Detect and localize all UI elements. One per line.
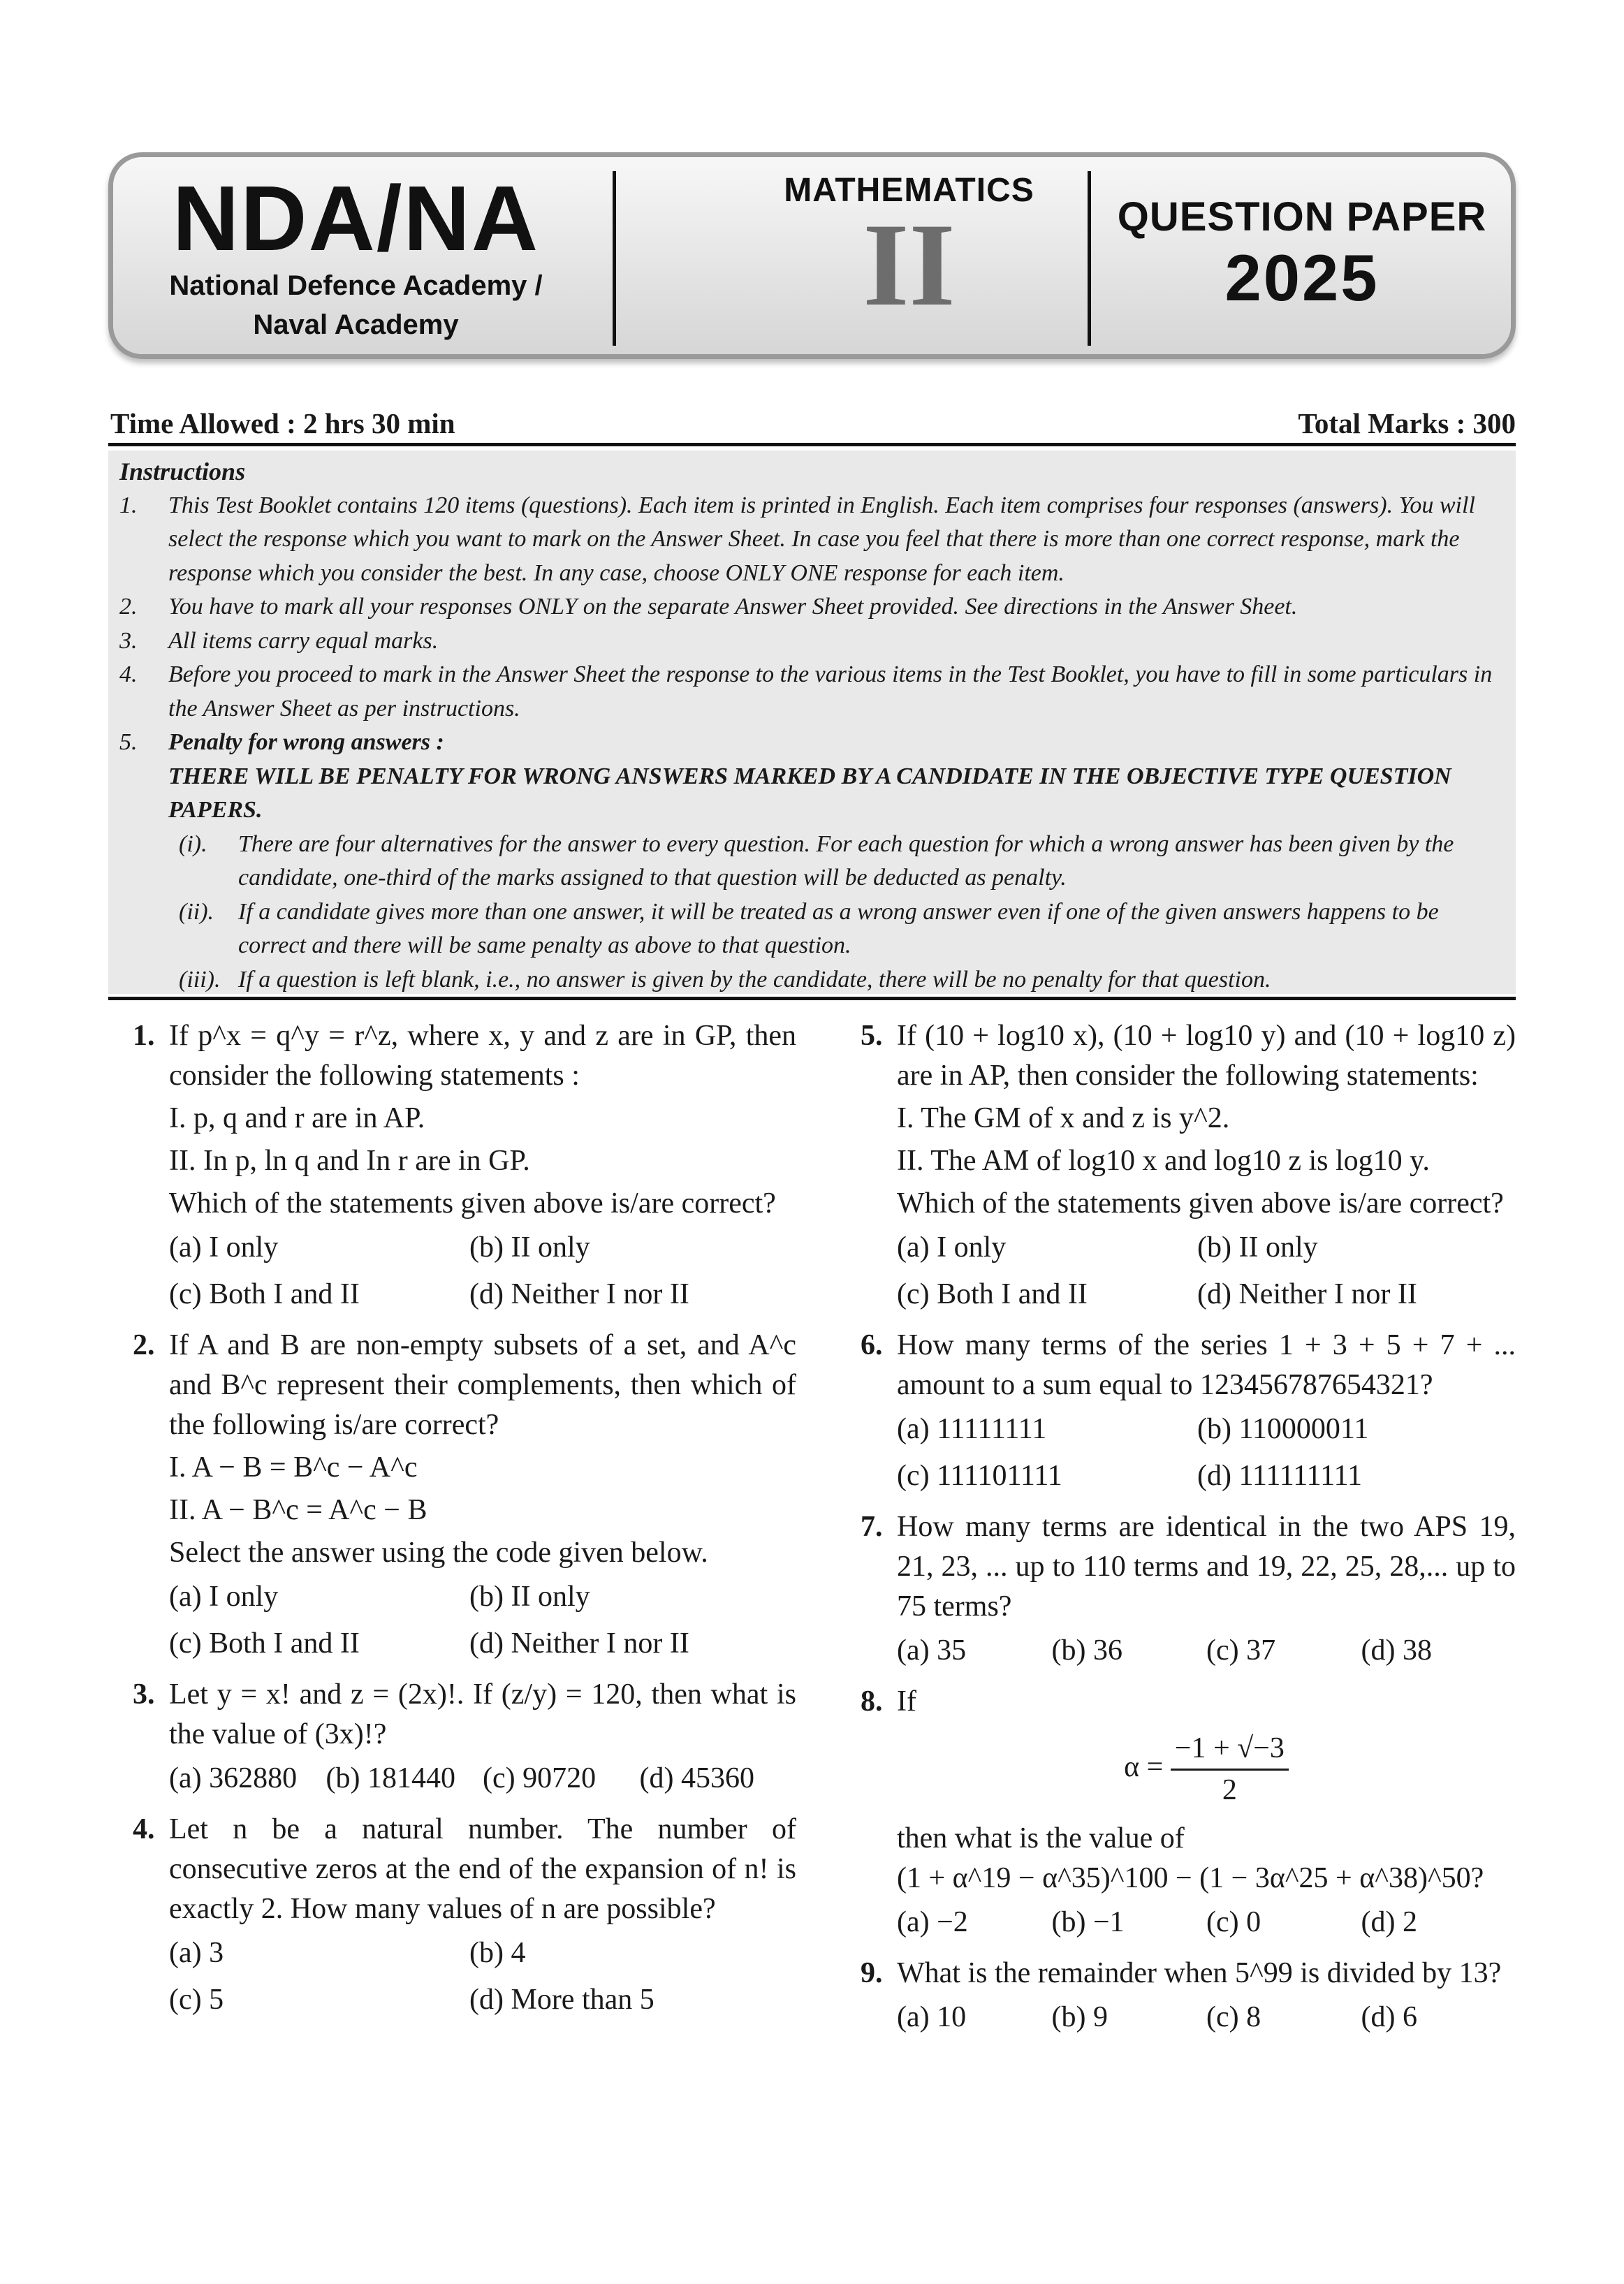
penalty-subitem: (ii). If a candidate gives more than one answer, it will be treated as a wrong answer even if one of the given answers happens to be correct and there will be same penalty as above to that question.	[179, 898, 1439, 958]
banner-divider	[613, 171, 616, 346]
year: 2025	[1224, 241, 1380, 314]
statement: I. A − B = B^c − A^c	[169, 1451, 418, 1484]
option: (a) I only	[169, 1231, 279, 1264]
question-2: 2. If A and B are non-empty subsets of a set, and A^c and B^c represent their complements, then which of the following is/are correct? I. A − B = B^c − A^c II. A − B^c = A^c − B Select the answer using the code given below. (a) I only (b) II only (c) Both I and II (d) Neither I nor II	[133, 1326, 796, 1664]
doc-type: QUESTION PAPER	[1117, 194, 1487, 240]
total-marks: Total Marks : 300	[1298, 407, 1516, 439]
question-text: If	[897, 1685, 916, 1718]
option: (d) Neither I nor II	[469, 1627, 689, 1660]
option: (a) 11111111	[897, 1413, 1047, 1445]
option: (a) 10	[897, 2001, 967, 2033]
options	[169, 1228, 796, 1315]
penalty-subitem: (iii). If a question is left blank, i.e., no answer is given by the candidate, there will be no penalty for that question.	[179, 966, 1271, 993]
question-text: Let y = x! and z = (2x)!. If (z/y) = 120, then what is the value of (3x)!?	[169, 1678, 796, 1750]
question-text: What is the remainder when 5^99 is divided by 13?	[897, 1957, 1502, 1989]
time-allowed: Time Allowed : 2 hrs 30 min	[110, 407, 455, 439]
question-7: 7. How many terms are identical in the two APS 19, 21, 23, ... up to 110 terms and 19, 22, 25, 28,... up to 75 terms? (a) 35 (b) 36 (c) 37 (d) 38	[861, 1507, 1516, 1671]
option: (b) 36	[1051, 1634, 1122, 1667]
fraction-numerator: −1 + √−3	[1171, 1729, 1289, 1771]
right-column	[861, 1016, 1516, 2049]
option: (d) 6	[1361, 2001, 1417, 2033]
option: (d) 38	[1361, 1634, 1432, 1667]
fraction	[1171, 1729, 1289, 1810]
option: (c) 90720	[483, 1762, 597, 1794]
option: (c) Both I and II	[169, 1627, 360, 1660]
instruction-item: 3. All items carry equal marks.	[119, 627, 439, 654]
instruction-item: 5. Penalty for wrong answers :	[119, 729, 444, 755]
option: (a) 362880	[169, 1762, 298, 1794]
question-4: 4. Let n be a natural number. The number of consecutive zeros at the end of the expansion of n! is exactly 2. How many values of n are possible? (a) 3 (b) 4 (c) 5 (d) More than 5	[133, 1810, 796, 2020]
option: (d) 2	[1361, 1906, 1417, 1938]
option: (c) Both I and II	[169, 1278, 360, 1310]
question-6: 6. How many terms of the series 1 + 3 + 5 + 7 + ... amount to a sum equal to 123456787654321? (a) 11111111 (b) 110000011 (c) 111101111 (d) 111111111	[861, 1326, 1516, 1496]
instruction-item: 1. This Test Booklet contains 120 items (questions). Each item is printed in English. Each item comprises four responses (answers). You will select the response which you want to mark on the Answer Sheet. In case you feel that there is more than one correct response, mark the response which you consider the best. In any case, choose ONLY ONE response for each item.	[119, 492, 1475, 586]
option: (b) 4	[469, 1937, 526, 1969]
option: (d) Neither I nor II	[469, 1278, 689, 1310]
statement: II. The AM of log10 x and log10 z is log10 y.	[897, 1145, 1430, 1177]
paper-number: II	[863, 199, 956, 330]
question-text: How many terms of the series 1 + 3 + 5 + 7 + ... amount to a sum equal to 123456787654321?	[897, 1329, 1516, 1401]
question-1: 1. If p^x = q^y = r^z, where x, y and z are in GP, then consider the following statements : I. p, q and r are in AP. II. In p, ln q and In r are in GP. Which of the statements given above is/are correct? (a) I only (b) II only (c) Both I and II (d) Neither I nor II	[133, 1016, 796, 1315]
option: (a) −2	[897, 1906, 968, 1938]
question-5: 5. If (10 + log10 x), (10 + log10 y) and (10 + log10 z) are in AP, then consider the following statements: I. The GM of x and z is y^2. II. The AM of log10 x and log10 z is log10 y. Which of the statements given above is/are correct? (a) I only (b) II only (c) Both I and II (d) Neither I nor II	[861, 1016, 1516, 1315]
instructions-title: Instructions	[119, 457, 246, 485]
question-ask: Which of the statements given above is/are correct?	[169, 1187, 776, 1220]
option: (c) 5	[169, 1984, 224, 2016]
option: (b) II only	[469, 1581, 590, 1613]
brand-subtitle-2: Naval Academy	[253, 309, 459, 340]
question-text: How many terms are identical in the two APS 19, 21, 23, ... up to 110 terms and 19, 22, 25, 28,... up to 75 terms?	[897, 1511, 1516, 1623]
question-3: 3. Let y = x! and z = (2x)!. If (z/y) = 120, then what is the value of (3x)!? (a) 362880 (b) 181440 (c) 90720 (d) 45360	[133, 1675, 796, 1799]
question-ask: Select the answer using the code given below.	[169, 1537, 708, 1569]
expression: (1 + α^19 − α^35)^100 − (1 − 3α^25 + α^38)^50?	[897, 1862, 1484, 1894]
header-banner	[108, 152, 1516, 359]
option: (a) I only	[897, 1231, 1007, 1264]
option: (c) Both I and II	[897, 1278, 1088, 1310]
question-ask: Which of the statements given above is/are correct?	[897, 1187, 1504, 1220]
question-text: If (10 + log10 x), (10 + log10 y) and (10 + log10 z) are in AP, then consider the following statements:	[897, 1020, 1516, 1092]
question-9: 9. What is the remainder when 5^99 is divided by 13? (a) 10 (b) 9 (c) 8 (d) 6	[861, 1954, 1516, 2037]
option: (b) −1	[1051, 1906, 1125, 1938]
question-text: If p^x = q^y = r^z, where x, y and z are in GP, then consider the following statements :	[169, 1020, 796, 1092]
option: (c) 0	[1206, 1906, 1261, 1938]
option: (d) 45360	[639, 1762, 754, 1794]
option: (a) 35	[897, 1634, 967, 1667]
brand-title: NDA/NA	[172, 167, 540, 270]
question-text: Let n be a natural number. The number of consecutive zeros at the end of the expansion of n! is exactly 2. How many values of n are possible?	[169, 1813, 796, 1925]
options	[897, 1903, 1516, 1942]
statement: I. The GM of x and z is y^2.	[897, 1102, 1230, 1134]
divider-line	[108, 443, 1516, 446]
penalty-subitem: (i). There are four alternatives for the answer to every question. For each question for which a wrong answer has been given by the candidate, one-third of the marks assigned to that question will be deducted as penalty.	[179, 830, 1454, 891]
options	[169, 1759, 796, 1799]
left-column	[133, 1016, 796, 2031]
option: (b) 110000011	[1197, 1413, 1369, 1445]
instruction-item: 2. You have to mark all your responses ONLY on the separate Answer Sheet provided. See directions in the Answer Sheet.	[119, 594, 1298, 620]
brand-block	[113, 157, 599, 354]
question-8: 8. If α = $\frac{-1 + √-3}{2}$ then what is the value of (1 + α^19 − α^35)^100 − (1 − 3α^25 + α^38)^50? (a) −2 (b) −1 (c) 0 (d) 2	[861, 1682, 1516, 1942]
equation-lhs: α =	[1124, 1751, 1164, 1784]
option: (d) More than 5	[469, 1984, 654, 2016]
fraction-denominator: 2	[1222, 1774, 1237, 1806]
divider-line	[108, 997, 1516, 1000]
option: (a) I only	[169, 1581, 279, 1613]
option: (c) 8	[1206, 2001, 1261, 2033]
banner-divider	[1088, 171, 1091, 346]
question-text: If A and B are non-empty subsets of a set, and A^c and B^c represent their complements, then which of the following is/are correct?	[169, 1329, 796, 1441]
penalty-notice: THERE WILL BE PENALTY FOR WRONG ANSWERS MARKED BY A CANDIDATE IN THE OBJECTIVE TYPE QUESTION PAPERS.	[168, 763, 1451, 823]
instruction-item: 4. Before you proceed to mark in the Answer Sheet the response to the various items in the Test Booklet, you have to fill in some particulars in the Answer Sheet as per instructions.	[119, 661, 1493, 722]
instructions-panel	[108, 451, 1516, 994]
statement: II. A − B^c = A^c − B	[169, 1494, 427, 1526]
option: (d) Neither I nor II	[1197, 1278, 1417, 1310]
option: (b) II only	[1197, 1231, 1318, 1264]
question-then: then what is the value of	[897, 1822, 1185, 1854]
equation	[897, 1729, 1516, 1810]
option: (b) 9	[1051, 2001, 1108, 2033]
option: (c) 37	[1206, 1634, 1276, 1667]
subject-title: MATHEMATICS	[784, 172, 1034, 209]
statement: I. p, q and r are in AP.	[169, 1102, 425, 1134]
doc-type-block	[1092, 157, 1512, 354]
option: (c) 111101111	[897, 1460, 1062, 1492]
options	[169, 1577, 796, 1664]
options	[169, 1933, 796, 2020]
option: (a) 3	[169, 1937, 224, 1969]
option: (b) II only	[469, 1231, 590, 1264]
options	[897, 1998, 1516, 2037]
brand-subtitle-1: National Defence Academy /	[169, 270, 543, 301]
option: (d) 111111111	[1197, 1460, 1363, 1492]
options	[897, 1228, 1516, 1315]
option: (b) 181440	[325, 1762, 455, 1794]
options	[897, 1410, 1516, 1496]
statement: II. In p, ln q and In r are in GP.	[169, 1145, 530, 1177]
options	[897, 1631, 1516, 1671]
